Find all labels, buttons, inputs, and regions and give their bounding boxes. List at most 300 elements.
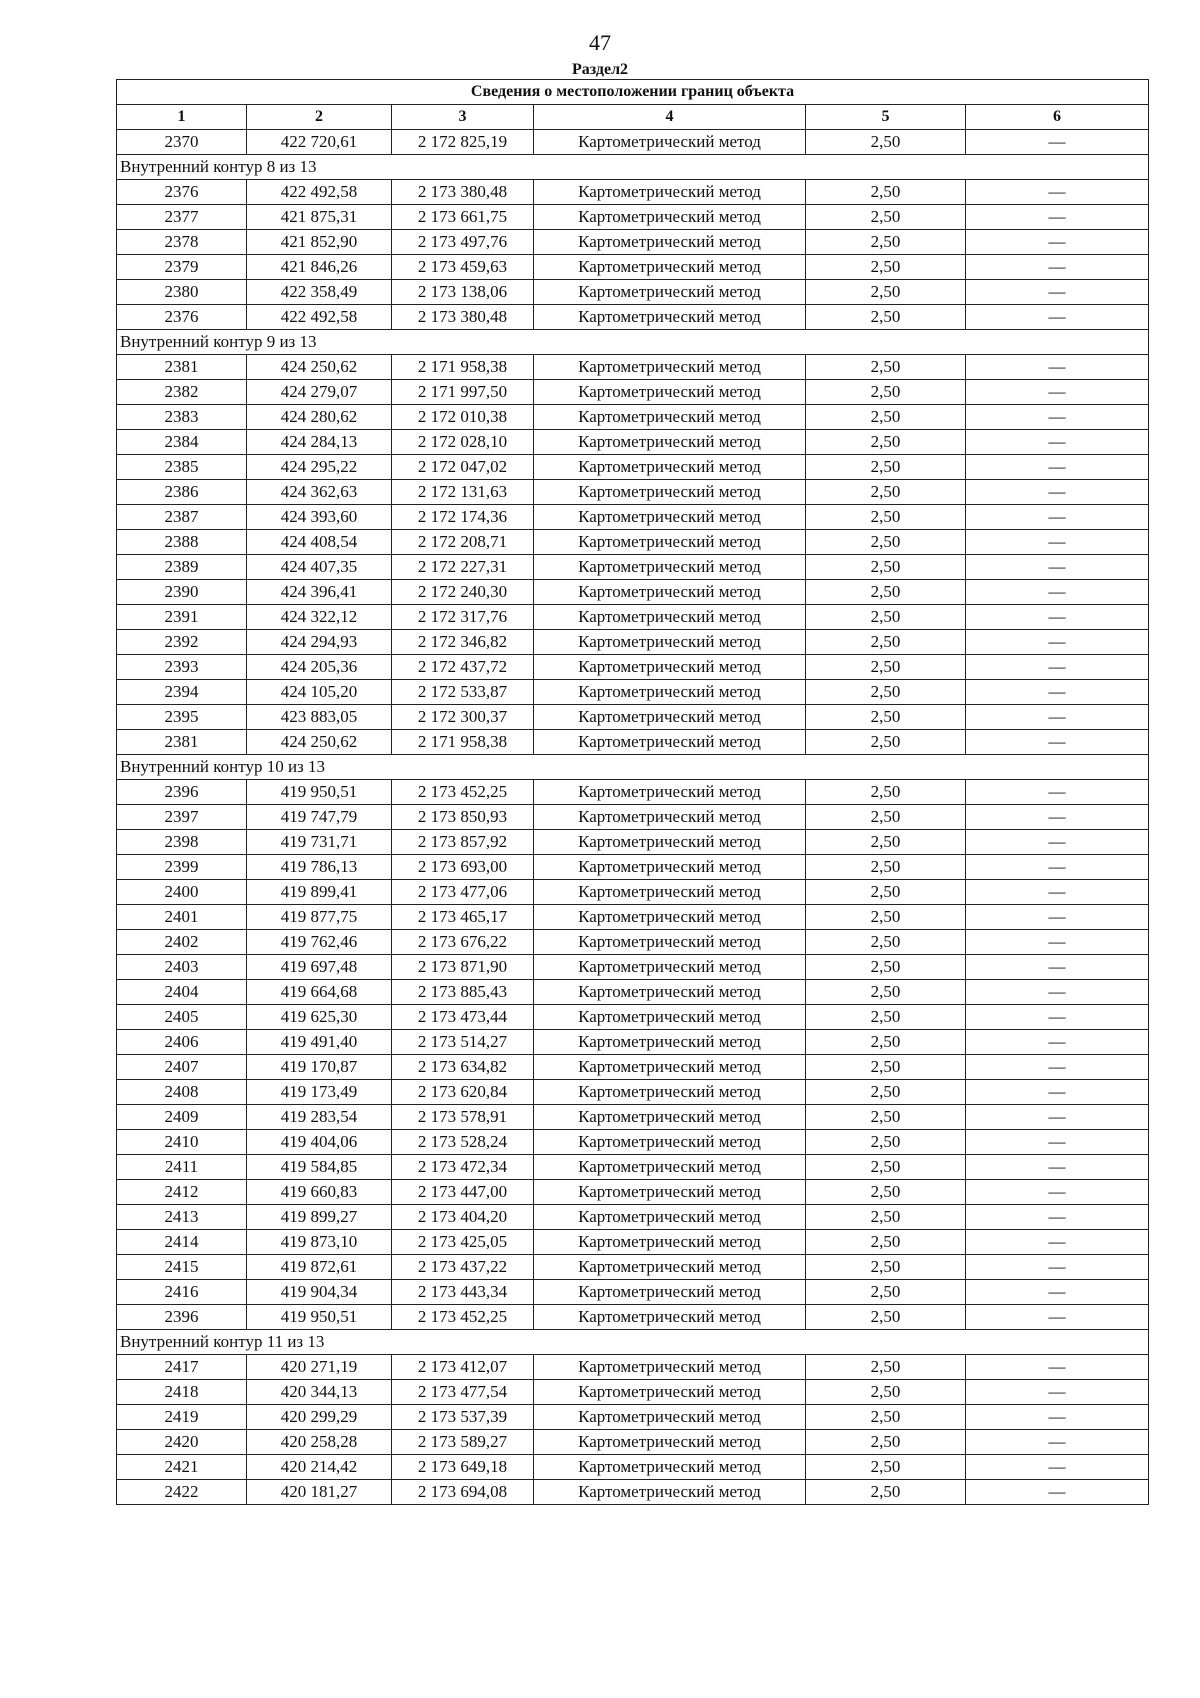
accuracy-cell: 2,50 <box>806 980 966 1005</box>
accuracy-cell: 2,50 <box>806 1405 966 1430</box>
accuracy-cell: 2,50 <box>806 730 966 755</box>
coordinate-y-cell: 2 173 459,63 <box>392 255 534 280</box>
coordinate-x-cell: 420 181,27 <box>247 1480 392 1505</box>
method-cell: Картометрический метод <box>534 930 806 955</box>
method-cell: Картометрический метод <box>534 1405 806 1430</box>
table-row <box>117 480 1149 505</box>
method-cell: Картометрический метод <box>534 780 806 805</box>
table-row <box>117 1255 1149 1280</box>
coordinate-x-cell: 424 322,12 <box>247 605 392 630</box>
accuracy-cell: 2,50 <box>806 805 966 830</box>
description-cell: — <box>966 530 1149 555</box>
point-number-cell: 2414 <box>117 1230 247 1255</box>
accuracy-cell: 2,50 <box>806 1455 966 1480</box>
point-number-cell: 2419 <box>117 1405 247 1430</box>
accuracy-cell: 2,50 <box>806 180 966 205</box>
description-cell: — <box>966 1405 1149 1430</box>
coordinate-x-cell: 424 408,54 <box>247 530 392 555</box>
table-row <box>117 1005 1149 1030</box>
method-cell: Картометрический метод <box>534 580 806 605</box>
method-cell: Картометрический метод <box>534 555 806 580</box>
description-cell: — <box>966 1305 1149 1330</box>
coordinate-y-cell: 2 173 452,25 <box>392 780 534 805</box>
accuracy-cell: 2,50 <box>806 405 966 430</box>
point-number-cell: 2413 <box>117 1205 247 1230</box>
accuracy-cell: 2,50 <box>806 930 966 955</box>
accuracy-cell: 2,50 <box>806 1255 966 1280</box>
description-cell: — <box>966 1255 1149 1280</box>
coordinate-x-cell: 420 271,19 <box>247 1355 392 1380</box>
accuracy-cell: 2,50 <box>806 955 966 980</box>
description-cell: — <box>966 930 1149 955</box>
point-number-cell: 2382 <box>117 380 247 405</box>
coordinate-y-cell: 2 173 694,08 <box>392 1480 534 1505</box>
table-row <box>117 1055 1149 1080</box>
coordinate-y-cell: 2 173 465,17 <box>392 905 534 930</box>
coordinate-y-cell: 2 172 010,38 <box>392 405 534 430</box>
coordinate-x-cell: 421 852,90 <box>247 230 392 255</box>
table-row <box>117 455 1149 480</box>
coordinate-y-cell: 2 173 528,24 <box>392 1130 534 1155</box>
coordinate-x-cell: 419 625,30 <box>247 1005 392 1030</box>
column-number: 5 <box>806 105 966 130</box>
coordinate-y-cell: 2 171 997,50 <box>392 380 534 405</box>
point-number-cell: 2403 <box>117 955 247 980</box>
point-number-cell: 2415 <box>117 1255 247 1280</box>
table-row <box>117 680 1149 705</box>
method-cell: Картометрический метод <box>534 605 806 630</box>
accuracy-cell: 2,50 <box>806 1205 966 1230</box>
point-number-cell: 2390 <box>117 580 247 605</box>
table-row <box>117 655 1149 680</box>
coordinate-x-cell: 419 660,83 <box>247 1180 392 1205</box>
description-cell: — <box>966 955 1149 980</box>
point-number-cell: 2406 <box>117 1030 247 1055</box>
coordinate-x-cell: 419 786,13 <box>247 855 392 880</box>
accuracy-cell: 2,50 <box>806 830 966 855</box>
method-cell: Картометрический метод <box>534 1105 806 1130</box>
coordinate-x-cell: 419 173,49 <box>247 1080 392 1105</box>
point-number-cell: 2393 <box>117 655 247 680</box>
coordinate-x-cell: 419 747,79 <box>247 805 392 830</box>
point-number-cell: 2421 <box>117 1455 247 1480</box>
point-number-cell: 2412 <box>117 1180 247 1205</box>
method-cell: Картометрический метод <box>534 280 806 305</box>
description-cell: — <box>966 1205 1149 1230</box>
method-cell: Картометрический метод <box>534 630 806 655</box>
accuracy-cell: 2,50 <box>806 780 966 805</box>
description-cell: — <box>966 1080 1149 1105</box>
method-cell: Картометрический метод <box>534 680 806 705</box>
point-number-cell: 2377 <box>117 205 247 230</box>
coordinate-x-cell: 419 904,34 <box>247 1280 392 1305</box>
coordinate-y-cell: 2 172 227,31 <box>392 555 534 580</box>
point-number-cell: 2400 <box>117 880 247 905</box>
contour-label: Внутренний контур 10 из 13 <box>117 755 1149 780</box>
point-number-cell: 2383 <box>117 405 247 430</box>
table-caption-row <box>117 80 1149 105</box>
coordinate-x-cell: 424 295,22 <box>247 455 392 480</box>
point-number-cell: 2381 <box>117 355 247 380</box>
point-number-cell: 2420 <box>117 1430 247 1455</box>
coordinate-y-cell: 2 173 437,22 <box>392 1255 534 1280</box>
coordinate-y-cell: 2 173 620,84 <box>392 1080 534 1105</box>
method-cell: Картометрический метод <box>534 980 806 1005</box>
coordinate-y-cell: 2 172 437,72 <box>392 655 534 680</box>
table-row <box>117 630 1149 655</box>
point-number-cell: 2418 <box>117 1380 247 1405</box>
accuracy-cell: 2,50 <box>806 205 966 230</box>
accuracy-cell: 2,50 <box>806 1180 966 1205</box>
coordinate-x-cell: 422 720,61 <box>247 130 392 155</box>
coordinate-y-cell: 2 172 533,87 <box>392 680 534 705</box>
point-number-cell: 2404 <box>117 980 247 1005</box>
method-cell: Картометрический метод <box>534 955 806 980</box>
table-row <box>117 430 1149 455</box>
contour-label: Внутренний контур 11 из 13 <box>117 1330 1149 1355</box>
coordinate-y-cell: 2 173 634,82 <box>392 1055 534 1080</box>
description-cell: — <box>966 1380 1149 1405</box>
point-number-cell: 2388 <box>117 530 247 555</box>
coordinate-y-cell: 2 173 138,06 <box>392 280 534 305</box>
description-cell: — <box>966 880 1149 905</box>
method-cell: Картометрический метод <box>534 505 806 530</box>
table-row <box>117 1430 1149 1455</box>
accuracy-cell: 2,50 <box>806 1430 966 1455</box>
contour-header-row <box>117 330 1149 355</box>
description-cell: — <box>966 380 1149 405</box>
table-row <box>117 580 1149 605</box>
description-cell: — <box>966 230 1149 255</box>
coordinate-y-cell: 2 173 452,25 <box>392 1305 534 1330</box>
accuracy-cell: 2,50 <box>806 1030 966 1055</box>
table-row <box>117 555 1149 580</box>
contour-header-row <box>117 755 1149 780</box>
point-number-cell: 2378 <box>117 230 247 255</box>
boundaries-table <box>116 79 1149 1505</box>
table-row <box>117 880 1149 905</box>
column-number: 3 <box>392 105 534 130</box>
coordinate-x-cell: 419 872,61 <box>247 1255 392 1280</box>
accuracy-cell: 2,50 <box>806 1355 966 1380</box>
table-row <box>117 305 1149 330</box>
table-row <box>117 855 1149 880</box>
coordinate-y-cell: 2 173 693,00 <box>392 855 534 880</box>
coordinate-x-cell: 420 214,42 <box>247 1455 392 1480</box>
description-cell: — <box>966 1155 1149 1180</box>
method-cell: Картометрический метод <box>534 205 806 230</box>
method-cell: Картометрический метод <box>534 1430 806 1455</box>
coordinate-x-cell: 424 396,41 <box>247 580 392 605</box>
coordinate-x-cell: 422 358,49 <box>247 280 392 305</box>
method-cell: Картометрический метод <box>534 1305 806 1330</box>
point-number-cell: 2397 <box>117 805 247 830</box>
description-cell: — <box>966 480 1149 505</box>
contour-label: Внутренний контур 9 из 13 <box>117 330 1149 355</box>
table-row <box>117 255 1149 280</box>
point-number-cell: 2422 <box>117 1480 247 1505</box>
point-number-cell: 2391 <box>117 605 247 630</box>
coordinate-x-cell: 424 294,93 <box>247 630 392 655</box>
method-cell: Картометрический метод <box>534 1180 806 1205</box>
description-cell: — <box>966 205 1149 230</box>
table-row <box>117 1080 1149 1105</box>
description-cell: — <box>966 255 1149 280</box>
page-number: 47 <box>589 30 611 55</box>
accuracy-cell: 2,50 <box>806 1005 966 1030</box>
description-cell: — <box>966 1055 1149 1080</box>
method-cell: Картометрический метод <box>534 1380 806 1405</box>
contour-header-row <box>117 155 1149 180</box>
point-number-cell: 2409 <box>117 1105 247 1130</box>
accuracy-cell: 2,50 <box>806 1380 966 1405</box>
method-cell: Картометрический метод <box>534 1480 806 1505</box>
coordinate-x-cell: 419 664,68 <box>247 980 392 1005</box>
description-cell: — <box>966 405 1149 430</box>
coordinate-x-cell: 420 299,29 <box>247 1405 392 1430</box>
method-cell: Картометрический метод <box>534 1055 806 1080</box>
method-cell: Картометрический метод <box>534 355 806 380</box>
accuracy-cell: 2,50 <box>806 1280 966 1305</box>
column-number-row <box>117 105 1149 130</box>
table-row <box>117 1205 1149 1230</box>
method-cell: Картометрический метод <box>534 655 806 680</box>
contour-label: Внутренний контур 8 из 13 <box>117 155 1149 180</box>
coordinate-y-cell: 2 172 317,76 <box>392 605 534 630</box>
table-row <box>117 1480 1149 1505</box>
coordinate-y-cell: 2 173 412,07 <box>392 1355 534 1380</box>
coordinate-x-cell: 424 393,60 <box>247 505 392 530</box>
accuracy-cell: 2,50 <box>806 1105 966 1130</box>
description-cell: — <box>966 1355 1149 1380</box>
method-cell: Картометрический метод <box>534 1230 806 1255</box>
point-number-cell: 2401 <box>117 905 247 930</box>
table-row <box>117 130 1149 155</box>
description-cell: — <box>966 280 1149 305</box>
coordinate-x-cell: 419 584,85 <box>247 1155 392 1180</box>
coordinate-y-cell: 2 173 578,91 <box>392 1105 534 1130</box>
point-number-cell: 2387 <box>117 505 247 530</box>
method-cell: Картометрический метод <box>534 830 806 855</box>
coordinate-y-cell: 2 171 958,38 <box>392 355 534 380</box>
column-number: 6 <box>966 105 1149 130</box>
coordinate-x-cell: 424 205,36 <box>247 655 392 680</box>
coordinate-x-cell: 424 407,35 <box>247 555 392 580</box>
description-cell: — <box>966 680 1149 705</box>
method-cell: Картометрический метод <box>534 530 806 555</box>
coordinate-y-cell: 2 173 661,75 <box>392 205 534 230</box>
accuracy-cell: 2,50 <box>806 530 966 555</box>
point-number-cell: 2410 <box>117 1130 247 1155</box>
table-row <box>117 1180 1149 1205</box>
coordinate-x-cell: 424 250,62 <box>247 730 392 755</box>
coordinate-x-cell: 419 877,75 <box>247 905 392 930</box>
coordinate-y-cell: 2 173 857,92 <box>392 830 534 855</box>
coordinate-y-cell: 2 173 537,39 <box>392 1405 534 1430</box>
description-cell: — <box>966 180 1149 205</box>
table-row <box>117 955 1149 980</box>
coordinate-y-cell: 2 172 028,10 <box>392 430 534 455</box>
accuracy-cell: 2,50 <box>806 130 966 155</box>
description-cell: — <box>966 980 1149 1005</box>
description-cell: — <box>966 805 1149 830</box>
coordinate-x-cell: 419 697,48 <box>247 955 392 980</box>
description-cell: — <box>966 1130 1149 1155</box>
coordinate-x-cell: 424 280,62 <box>247 405 392 430</box>
accuracy-cell: 2,50 <box>806 605 966 630</box>
point-number-cell: 2402 <box>117 930 247 955</box>
method-cell: Картометрический метод <box>534 805 806 830</box>
coordinate-x-cell: 424 362,63 <box>247 480 392 505</box>
coordinate-x-cell: 420 258,28 <box>247 1430 392 1455</box>
point-number-cell: 2407 <box>117 1055 247 1080</box>
table-row <box>117 405 1149 430</box>
method-cell: Картометрический метод <box>534 855 806 880</box>
table-row <box>117 705 1149 730</box>
coordinate-y-cell: 2 172 208,71 <box>392 530 534 555</box>
point-number-cell: 2389 <box>117 555 247 580</box>
method-cell: Картометрический метод <box>534 1030 806 1055</box>
method-cell: Картометрический метод <box>534 1255 806 1280</box>
table-row <box>117 805 1149 830</box>
section-title: Раздел2 <box>571 61 629 78</box>
column-number: 4 <box>534 105 806 130</box>
table-row <box>117 780 1149 805</box>
method-cell: Картометрический метод <box>534 455 806 480</box>
point-number-cell: 2396 <box>117 780 247 805</box>
coordinate-y-cell: 2 172 174,36 <box>392 505 534 530</box>
coordinate-x-cell: 419 491,40 <box>247 1030 392 1055</box>
description-cell: — <box>966 1230 1149 1255</box>
coordinate-x-cell: 419 762,46 <box>247 930 392 955</box>
table-row <box>117 1130 1149 1155</box>
point-number-cell: 2380 <box>117 280 247 305</box>
accuracy-cell: 2,50 <box>806 855 966 880</box>
coordinate-x-cell: 424 284,13 <box>247 430 392 455</box>
coordinate-y-cell: 2 172 300,37 <box>392 705 534 730</box>
accuracy-cell: 2,50 <box>806 230 966 255</box>
method-cell: Картометрический метод <box>534 405 806 430</box>
accuracy-cell: 2,50 <box>806 880 966 905</box>
table-row <box>117 1380 1149 1405</box>
table-caption: Сведения о местоположении границ объекта <box>117 80 1149 105</box>
coordinate-x-cell: 419 899,41 <box>247 880 392 905</box>
description-cell: — <box>966 1105 1149 1130</box>
method-cell: Картометрический метод <box>534 905 806 930</box>
accuracy-cell: 2,50 <box>806 505 966 530</box>
accuracy-cell: 2,50 <box>806 630 966 655</box>
description-cell: — <box>966 655 1149 680</box>
table-row <box>117 1305 1149 1330</box>
description-cell: — <box>966 455 1149 480</box>
point-number-cell: 2376 <box>117 305 247 330</box>
point-number-cell: 2379 <box>117 255 247 280</box>
coordinate-y-cell: 2 173 473,44 <box>392 1005 534 1030</box>
description-cell: — <box>966 905 1149 930</box>
coordinate-y-cell: 2 173 850,93 <box>392 805 534 830</box>
coordinate-y-cell: 2 173 425,05 <box>392 1230 534 1255</box>
point-number-cell: 2408 <box>117 1080 247 1105</box>
method-cell: Картометрический метод <box>534 380 806 405</box>
description-cell: — <box>966 605 1149 630</box>
accuracy-cell: 2,50 <box>806 280 966 305</box>
coordinate-x-cell: 419 950,51 <box>247 1305 392 1330</box>
point-number-cell: 2417 <box>117 1355 247 1380</box>
accuracy-cell: 2,50 <box>806 655 966 680</box>
coordinate-y-cell: 2 173 649,18 <box>392 1455 534 1480</box>
method-cell: Картометрический метод <box>534 1455 806 1480</box>
table-row <box>117 280 1149 305</box>
description-cell: — <box>966 305 1149 330</box>
description-cell: — <box>966 1455 1149 1480</box>
coordinate-x-cell: 421 875,31 <box>247 205 392 230</box>
method-cell: Картометрический метод <box>534 480 806 505</box>
point-number-cell: 2398 <box>117 830 247 855</box>
table-row <box>117 1030 1149 1055</box>
method-cell: Картометрический метод <box>534 1005 806 1030</box>
coordinate-y-cell: 2 172 240,30 <box>392 580 534 605</box>
table-row <box>117 1455 1149 1480</box>
coordinate-y-cell: 2 173 871,90 <box>392 955 534 980</box>
coordinate-x-cell: 424 105,20 <box>247 680 392 705</box>
table-row <box>117 205 1149 230</box>
table-row <box>117 505 1149 530</box>
table-row <box>117 1105 1149 1130</box>
method-cell: Картометрический метод <box>534 180 806 205</box>
point-number-cell: 2394 <box>117 680 247 705</box>
method-cell: Картометрический метод <box>534 130 806 155</box>
table-row <box>117 730 1149 755</box>
description-cell: — <box>966 1480 1149 1505</box>
table-row <box>117 355 1149 380</box>
point-number-cell: 2392 <box>117 630 247 655</box>
coordinate-y-cell: 2 173 472,34 <box>392 1155 534 1180</box>
table-row <box>117 605 1149 630</box>
accuracy-cell: 2,50 <box>806 555 966 580</box>
table-row <box>117 1280 1149 1305</box>
accuracy-cell: 2,50 <box>806 1480 966 1505</box>
description-cell: — <box>966 1180 1149 1205</box>
method-cell: Картометрический метод <box>534 880 806 905</box>
method-cell: Картометрический метод <box>534 1205 806 1230</box>
accuracy-cell: 2,50 <box>806 480 966 505</box>
point-number-cell: 2395 <box>117 705 247 730</box>
coordinate-x-cell: 422 492,58 <box>247 180 392 205</box>
description-cell: — <box>966 580 1149 605</box>
accuracy-cell: 2,50 <box>806 355 966 380</box>
point-number-cell: 2386 <box>117 480 247 505</box>
accuracy-cell: 2,50 <box>806 580 966 605</box>
coordinate-y-cell: 2 173 477,06 <box>392 880 534 905</box>
column-number: 1 <box>117 105 247 130</box>
description-cell: — <box>966 855 1149 880</box>
description-cell: — <box>966 1030 1149 1055</box>
description-cell: — <box>966 1430 1149 1455</box>
method-cell: Картометрический метод <box>534 305 806 330</box>
table-body <box>117 130 1149 1505</box>
description-cell: — <box>966 705 1149 730</box>
point-number-cell: 2376 <box>117 180 247 205</box>
coordinate-x-cell: 419 170,87 <box>247 1055 392 1080</box>
method-cell: Картометрический метод <box>534 705 806 730</box>
point-number-cell: 2399 <box>117 855 247 880</box>
method-cell: Картометрический метод <box>534 1280 806 1305</box>
accuracy-cell: 2,50 <box>806 1055 966 1080</box>
table-row <box>117 1355 1149 1380</box>
accuracy-cell: 2,50 <box>806 680 966 705</box>
description-cell: — <box>966 1280 1149 1305</box>
table-row <box>117 980 1149 1005</box>
